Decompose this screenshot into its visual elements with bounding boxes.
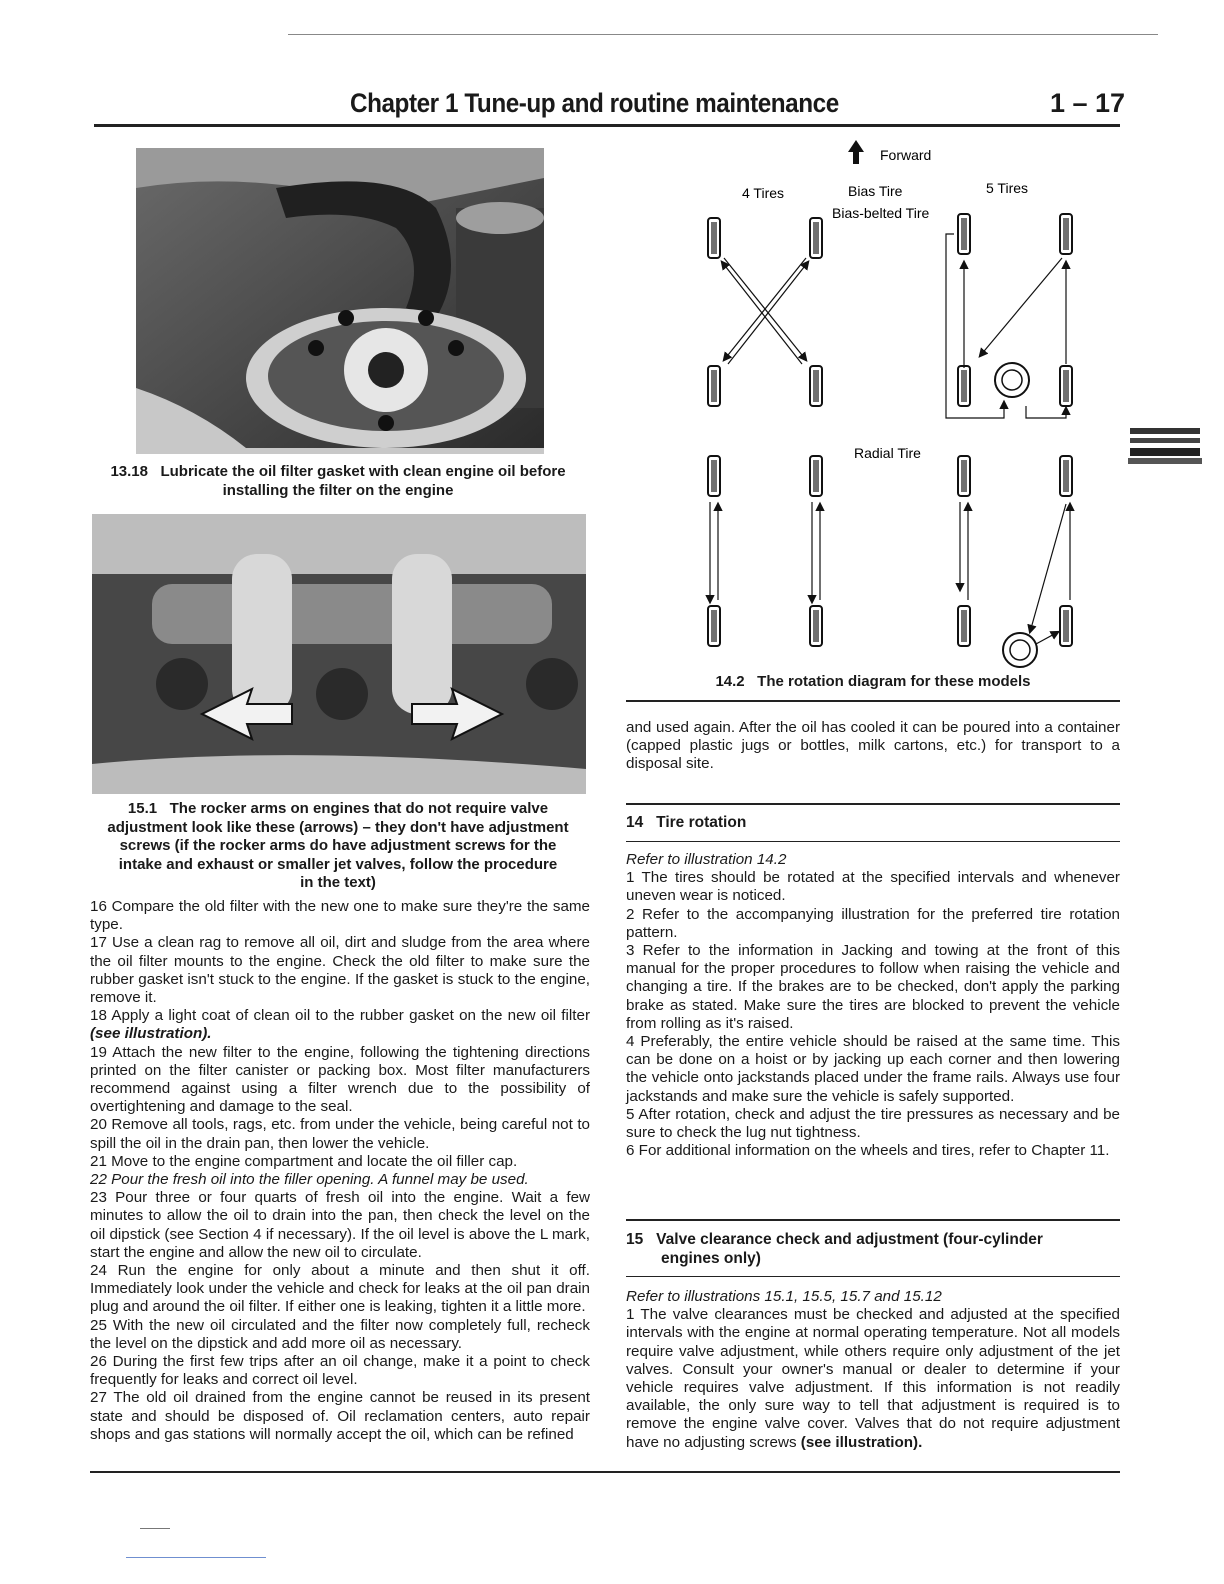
caption-13-18-line1: 13.18 Lubricate the oil filter gasket with clean engine oil before [110, 463, 566, 480]
para-23: 23 Pour three or four quarts of fresh oil into the engine. Wait a few minutes to allow the oil to drain into the pan, then check the level on the oil dipstick (see Section 4 if necessary). If the oil level is above the L mark, start the engine and allow the new oil to circulate. [90, 1189, 590, 1261]
section15-heading-line2: engines only) [661, 1250, 761, 1267]
section14-para-4: 4 Preferably, the entire vehicle should be raised at the same time. This can be done on a hoist or by jacking up each corner and then lowering the vehicle onto jackstands placed under the frame rails. Always use four jackstands and make sure the vehicle is safely supported. [626, 1033, 1120, 1105]
caption-14-2: 14.2 The rotation diagram for these models [715, 673, 1031, 690]
label-four-tires: 4 Tires [742, 185, 785, 201]
label-radial-tire: Radial Tire [854, 445, 921, 461]
chapter-thumb-tab [1128, 424, 1202, 468]
caption-15-1 [88, 800, 588, 893]
page-title: Chapter 1 Tune-up and routine maintenance [350, 88, 839, 118]
section15-body [626, 1288, 1120, 1452]
section14-rule-bottom [626, 841, 1120, 842]
section14-para-2: 2 Refer to the accompanying illustration for the preferred tire rotation pattern. [626, 905, 1120, 941]
section14-para-6: 6 For additional information on the wheels and tires, refer to Chapter 11. [626, 1142, 1110, 1160]
section14-para-5: 5 After rotation, check and adjust the tire pressures as necessary and be sure to check the lug nut tightness. [626, 1105, 1120, 1142]
section15-para-1-ref: (see illustration). [800, 1433, 923, 1451]
para-17: 17 Use a clean rag to remove all oil, dirt and sludge from the area where the oil filter mounts to the engine. Check the old filter to make sure the rubber gasket isn't stuck to the engine. If the gasket is stuck to the engine, remove it. [90, 934, 590, 1007]
section14-ref: Refer to illustration 14.2 [626, 851, 787, 868]
para-21: 21 Move to the engine compartment and locate the oil filler cap. [90, 1152, 518, 1170]
right-column-continuation [626, 719, 1120, 774]
forward-arrow-icon [848, 140, 864, 164]
section14-rule-top [626, 803, 1120, 805]
section15-para-1 [626, 1306, 1120, 1452]
caption-14-2-rule [626, 700, 1120, 702]
para-27: 27 The old oil drained from the engine cannot be reused in its present state and should be disposed of. Oil reclamation centers, auto repair shops and gas stations will normally accept the oil, which can be refined [90, 1389, 590, 1443]
section15-rule-top [626, 1219, 1120, 1221]
caption-15-1-line3: screws (if the rocker arms do have adjustment screws for the [119, 837, 557, 855]
section15-para-1-text: 1 The valve clearances must be checked and adjusted at the specified intervals with the engine at normal operating temperature. Not all models require valve adjustment, while others require only adjustment of the jet valves. Consult your owner's manual or dealer to determine if your vehicle requires valve adjustment. If this information is not readily available, the only sure way to tell that adjustment is required is to remove the engine valve cover. Valves that do not require adjustment have no adjusting screws [626, 1306, 1120, 1451]
caption-13-18-line2: installing the filter on the engine [222, 481, 454, 499]
footer-rule [90, 1471, 1120, 1473]
oil-filter-illustration [136, 148, 544, 454]
tire-rotation-svg [690, 138, 1100, 668]
para-19: 19 Attach the new filter to the engine, following the tightening directions printed on the filter canister or packing box. Most filter manufacturers recommend against using a filter wrench due to the possibility of overtightening and damage to the seal. [90, 1043, 590, 1116]
caption-15-1-line1: 15.1 The rocker arms on engines that do not require valve [127, 800, 549, 817]
oil-filter-photo [136, 148, 544, 454]
tire-rotation-diagram [690, 138, 1100, 668]
section14-para-3: 3 Refer to the information in Jacking and towing at the front of this manual for the proper procedures to follow when raising the vehicle and changing a tire. If the brakes are to be checked, don't apply the parking brake as stated. Make sure the tires are blocked to prevent the vehicle from rolling as it's raised. [626, 942, 1120, 1032]
section15-ref: Refer to illustrations 15.1, 15.5, 15.7 and 15.12 [626, 1288, 942, 1305]
thumb-tab-graphic [1128, 424, 1202, 468]
para-24: 24 Run the engine for only about a minute and then shut it off. Immediately look under the vehicle and check for leaks at the oil pan drain plug and around the oil filter. If either one is leaking, tighten it a little more. [90, 1262, 590, 1316]
para-25: 25 With the new oil circulated and the filter now completely full, recheck the level on the dipstick and add more oil as necessary. [90, 1316, 590, 1352]
footer-mark-blue [126, 1557, 266, 1558]
caption-15-1-line4: intake and exhaust or smaller jet valves, follow the procedure [118, 855, 558, 873]
page-number: 1 – 17 [1050, 88, 1126, 118]
left-column-text [90, 898, 590, 1444]
section14-body [626, 851, 1120, 1160]
para-18-text: 18 Apply a light coat of clean oil to the rubber gasket on the new oil filter [90, 1007, 590, 1025]
label-forward: Forward [880, 147, 932, 163]
section15-heading [626, 1230, 1120, 1268]
header-rule [94, 124, 1120, 127]
para-16: 16 Compare the old filter with the new one to make sure they're the same type. [90, 898, 590, 934]
para-18-ref: (see illustration). [90, 1025, 212, 1043]
caption-15-1-line2: adjustment look like these (arrows) – they don't have adjustment [107, 818, 569, 836]
section14-heading: 14 Tire rotation [626, 814, 747, 831]
label-bias-tire: Bias Tire [848, 183, 903, 199]
label-bias-belted: Bias-belted Tire [832, 205, 930, 221]
label-five-tires: 5 Tires [986, 180, 1029, 196]
para-22: 22 Pour the fresh oil into the filler opening. A funnel may be used. [90, 1171, 529, 1189]
rocker-arms-photo [92, 514, 586, 794]
footer-mark [140, 1528, 170, 1529]
oil-disposal-continuation: and used again. After the oil has cooled it can be poured into a container (capped plastic jugs or bottles, milk cartons, etc.) for transport to a disposal site. [626, 719, 1120, 773]
section15-rule-bottom [626, 1276, 1120, 1277]
para-18 [90, 1007, 590, 1043]
para-20: 20 Remove all tools, rags, etc. from under the vehicle, being careful not to spill the oil in the drain pan, then lower the vehicle. [90, 1116, 590, 1152]
section15-heading-line1: 15 Valve clearance check and adjustment (four-cylinder [626, 1231, 1043, 1248]
para-26: 26 During the first few trips after an oil change, make it a point to check frequently for leaks and correct oil level. [90, 1353, 590, 1389]
rocker-arms-illustration [92, 514, 586, 794]
caption-15-1-line5: in the text) [300, 874, 376, 892]
caption-13-18 [88, 463, 588, 500]
top-rule [288, 34, 1158, 35]
section14-para-1: 1 The tires should be rotated at the specified intervals and whenever uneven wear is noticed. [626, 869, 1120, 905]
